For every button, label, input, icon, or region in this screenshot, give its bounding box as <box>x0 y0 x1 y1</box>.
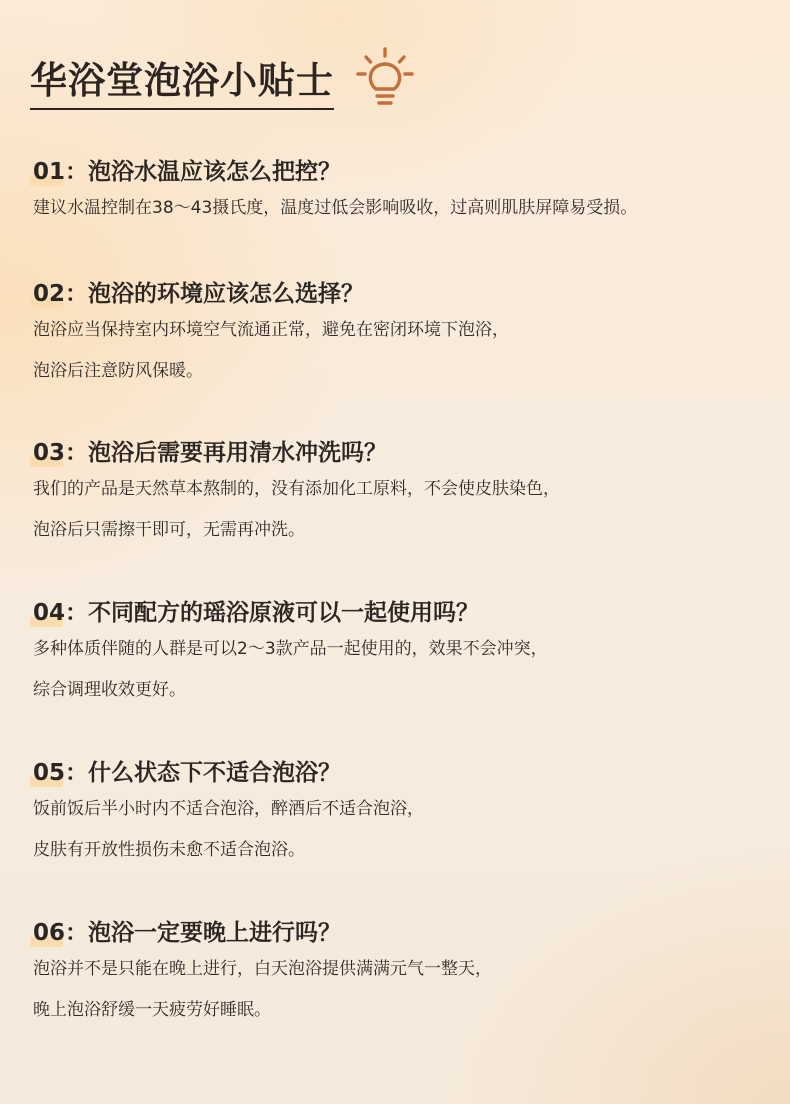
qa-item-5 <box>33 758 773 861</box>
question <box>33 598 773 628</box>
answer-line: 我们的产品是天然草本熬制的，没有添加化工原料，不会使皮肤染色， <box>33 479 560 499</box>
answer-line: 晚上泡浴舒缓一天疲劳好睡眠。 <box>33 1000 271 1020</box>
answer-line: 饭前饭后半小时内不适合泡浴，醉酒后不适合泡浴， <box>33 799 424 819</box>
question-number: 05 <box>33 760 66 786</box>
qa-item-6 <box>33 918 773 1021</box>
question-number: 01 <box>33 159 66 185</box>
question <box>33 438 773 468</box>
question-text: ：泡浴后需要再用清水冲洗吗？ <box>65 440 388 466</box>
qa-item-4 <box>33 598 773 701</box>
question-text: ：泡浴的环境应该怎么选择？ <box>65 281 365 307</box>
question-text: ：什么状态下不适合泡浴？ <box>65 760 342 786</box>
question-number: 04 <box>33 600 66 626</box>
title-area <box>30 58 334 110</box>
question <box>33 157 773 187</box>
qa-item-1 <box>33 157 773 219</box>
question-number: 03 <box>33 440 66 466</box>
question-text: ：泡浴一定要晚上进行吗？ <box>65 920 342 946</box>
page-title: 华浴堂泡浴小贴士 <box>30 58 334 110</box>
answer-line: 泡浴后注意防风保暖。 <box>33 361 203 381</box>
answer-line: 泡浴并不是只能在晚上进行，白天泡浴提供满满元气一整天， <box>33 959 492 979</box>
question <box>33 279 773 309</box>
question-number: 06 <box>33 920 66 946</box>
question <box>33 758 773 788</box>
answer-line: 综合调理收效更好。 <box>33 680 186 700</box>
answer-line: 泡浴应当保持室内环境空气流通正常，避免在密闭环境下泡浴， <box>33 320 509 340</box>
question <box>33 918 773 948</box>
answer-line: 泡浴后只需擦干即可，无需再冲洗。 <box>33 520 305 540</box>
lightbulb-icon <box>352 45 418 111</box>
answer-line: 多种体质伴随的人群是可以2～3款产品一起使用的，效果不会冲突， <box>33 639 548 659</box>
answer-line: 建议水温控制在38～43摄氏度，温度过低会影响吸收，过高则肌肤屏障易受损。 <box>33 198 638 218</box>
question-text: ：不同配方的瑶浴原液可以一起使用吗？ <box>65 600 480 626</box>
answer-line: 皮肤有开放性损伤未愈不适合泡浴。 <box>33 840 305 860</box>
qa-item-2 <box>33 279 773 382</box>
qa-item-3 <box>33 438 773 541</box>
question-number: 02 <box>33 281 66 307</box>
question-text: ：泡浴水温应该怎么把控？ <box>65 159 342 185</box>
